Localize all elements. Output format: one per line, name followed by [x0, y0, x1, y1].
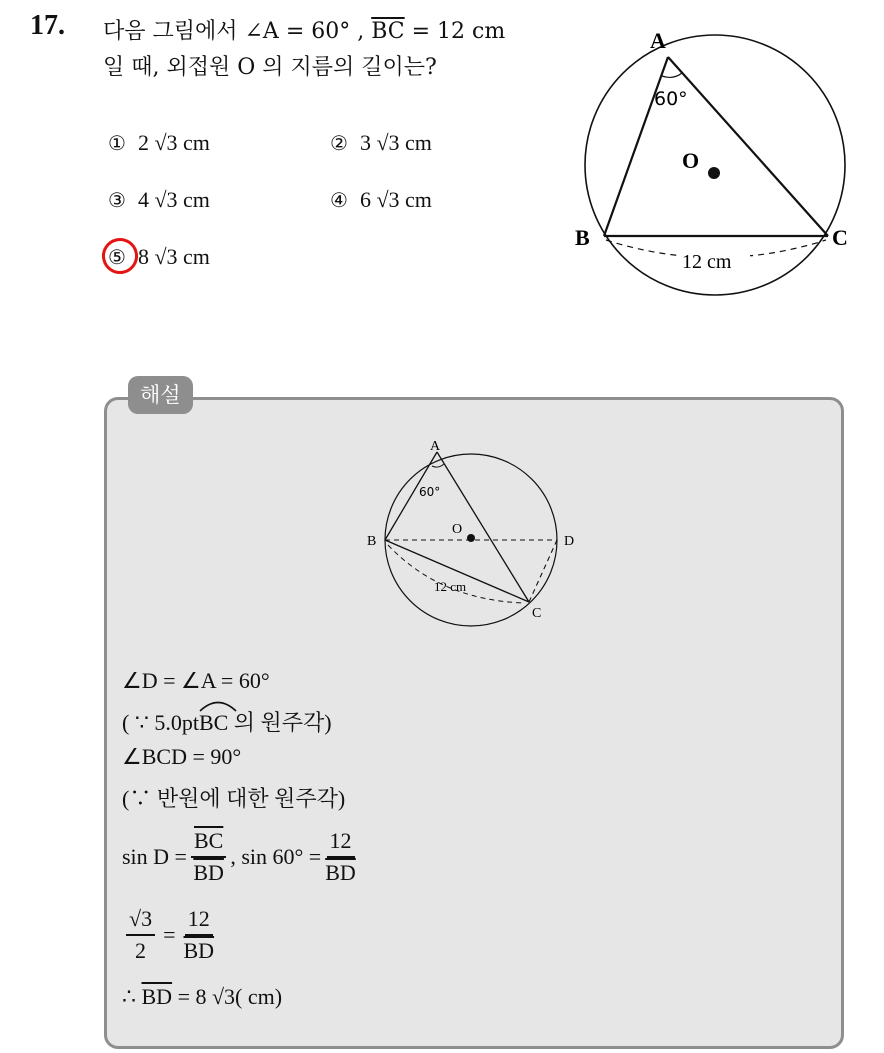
choice-number: ④ [330, 188, 348, 212]
solution-angle-label: 60° [419, 485, 441, 499]
choice-3[interactable] [108, 187, 210, 213]
solution-figure [360, 430, 590, 630]
fraction-bc-bd [191, 826, 226, 888]
label-c: C [832, 225, 848, 250]
solution-line-1: ∠D = ∠A = 60° [122, 668, 270, 693]
question-figure [570, 20, 860, 310]
question-number: 17. [30, 10, 65, 41]
choice-value: 8 √3 cm [137, 244, 210, 269]
fraction-12-bd-2 [184, 904, 215, 966]
question-stem [103, 14, 563, 86]
answer-circle-mark [99, 235, 142, 278]
therefore-symbol: ∴ [122, 984, 142, 1009]
choice-value: 2 √3 cm [137, 130, 210, 155]
angle-label: 60° [654, 88, 688, 110]
solution-line-3: ∠BCD = 90° [122, 744, 242, 769]
choice-value: 3 √3 cm [359, 130, 432, 155]
fraction-denominator: BD [183, 938, 215, 963]
choice-number: ⑤ [108, 245, 126, 269]
fraction-numerator: $\overline{BC}$ [191, 826, 226, 858]
fraction-12-bd [325, 826, 356, 888]
segment-bc: $\overline{BC}$ [371, 19, 405, 44]
solution-line-6 [122, 904, 218, 966]
solution-line-2-post: 의 원주각) [228, 710, 332, 735]
fraction-numerator: √3 [126, 904, 155, 936]
solution-label-a: A [430, 439, 441, 454]
sin-60-lhs: , sin 60° = [230, 844, 322, 869]
solution-segment-cd [529, 540, 557, 602]
solution-label-d: D [564, 534, 575, 549]
solution-angle-arc [432, 464, 444, 467]
solution-line-7 [122, 984, 282, 1010]
arc-mark [198, 698, 238, 712]
solution-label-b: B [367, 534, 377, 549]
solution-label-o: O [452, 522, 463, 537]
choice-value: 4 √3 cm [137, 187, 210, 212]
length-label: 12 cm [682, 251, 732, 273]
label-b: B [575, 225, 590, 250]
solution-length-brace [388, 545, 524, 603]
center-point [708, 167, 720, 179]
choice-4[interactable] [330, 187, 432, 213]
label-o: O [682, 148, 700, 173]
question-stem-line1 [103, 14, 563, 50]
solution-line-5 [122, 826, 360, 888]
fraction-denominator: BD [193, 860, 224, 885]
fraction-numerator: 12 [185, 904, 213, 936]
choice-number: ③ [108, 188, 126, 212]
fraction-denominator: BD [325, 860, 356, 885]
angle-arc [662, 73, 682, 77]
segment-bd: $\overline{BD}$ [141, 984, 173, 1009]
choice-1[interactable] [108, 130, 210, 156]
solution-center-point [467, 534, 475, 542]
arc-bc [199, 710, 228, 736]
choice-2[interactable] [330, 130, 432, 156]
fraction-sqrt3-2 [126, 904, 155, 966]
fraction-numerator: 12 [327, 826, 355, 858]
choice-number: ① [108, 131, 126, 155]
side-ac [668, 57, 828, 236]
stem-text: 다음 그림에서 ∠A = 60° , [103, 19, 372, 44]
solution-length-label: 12 cm [434, 579, 467, 594]
solution-line-4: (∵ 반원에 대한 원주각) [122, 786, 346, 811]
label-a: A [650, 28, 666, 53]
equals-sign: = [163, 922, 176, 947]
question-stem-line2: 일 때, 외접원 O 의 지름의 길이는? [103, 55, 437, 80]
solution-line-2 [122, 706, 332, 737]
stem-length: = 12 cm [404, 19, 506, 44]
solution-line-2-pre: ( ∵ 5.0pt [122, 710, 199, 735]
final-answer: = 8 √3( cm) [172, 984, 283, 1009]
fraction-denominator: 2 [135, 938, 147, 963]
solution-tag: 해설 [128, 376, 193, 414]
choice-number: ② [330, 131, 348, 155]
choice-value: 6 √3 cm [359, 187, 432, 212]
sin-d-lhs: sin D = [122, 844, 187, 869]
solution-label-c: C [532, 606, 542, 621]
arc-label: BC [198, 710, 229, 735]
